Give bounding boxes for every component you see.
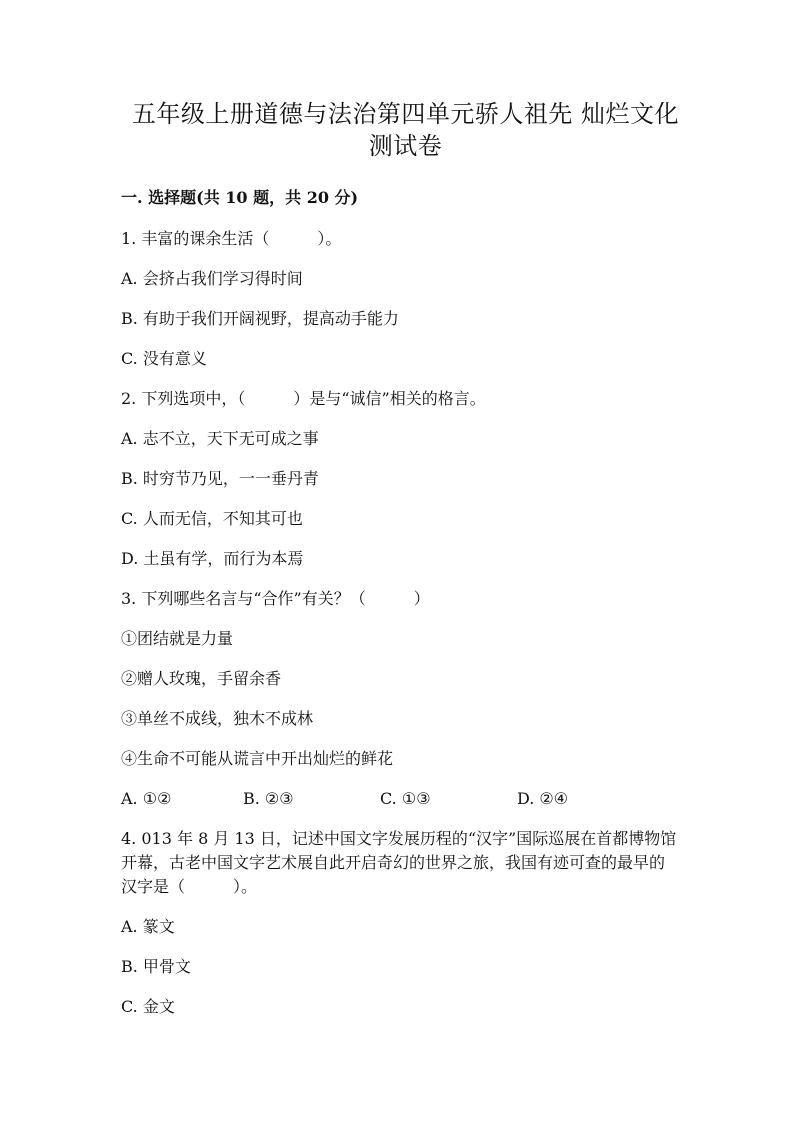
question-3-option-d: D. ②④: [517, 789, 569, 808]
question-2-option-a: A. 志不立，天下无可成之事: [121, 429, 319, 448]
question-1-option-b: B. 有助于我们开阔视野，提高动手能力: [121, 309, 399, 328]
question-3-stem: 3. 下列哪些名言与“合作”有关？（ ）: [121, 589, 430, 608]
question-2-option-d: D. 土虽有学，而行为本焉: [121, 549, 304, 568]
question-4-option-a: A. 篆文: [121, 917, 175, 936]
question-4-stem: [121, 827, 690, 899]
question-4-stem-line-1: 4. 013 年 8 月 13 日，记述中国文字发展历程的“汉字”国际巡展在首都博物馆: [121, 829, 677, 848]
question-2-option-c: C. 人而无信，不知其可也: [121, 509, 303, 528]
question-3-statement-2: ②赠人玫瑰，手留余香: [121, 669, 282, 688]
question-1-stem: 1. 丰富的课余生活（ ）。: [121, 229, 342, 248]
question-1-option-a: A. 会挤占我们学习得时间: [121, 269, 303, 288]
question-3-options: [121, 787, 690, 811]
question-3-statement-3: ③单丝不成线，独木不成林: [121, 709, 314, 728]
question-4-stem-line-3: 汉字是（ ）。: [121, 877, 258, 896]
question-3-statement-1: ①团结就是力量: [121, 629, 234, 648]
section-heading: 一. 选择题(共 10 题，共 20 分): [121, 188, 359, 207]
page-title: [121, 98, 690, 162]
question-4-option-b: B. 甲骨文: [121, 957, 191, 976]
question-3-statement-4: ④生命不可能从谎言中开出灿烂的鲜花: [121, 749, 394, 768]
question-4-stem-line-2: 开幕，古老中国文字艺术展自此开启奇幻的世界之旅，我国有迹可查的最早的: [121, 853, 666, 872]
title-line-2: 测试卷: [368, 132, 443, 160]
title-line-1: 五年级上册道德与法治第四单元骄人祖先 灿烂文化: [131, 100, 680, 128]
question-2-stem: 2. 下列选项中，（ ）是与“诚信”相关的格言。: [121, 389, 486, 408]
question-4-option-c: C. 金文: [121, 997, 175, 1016]
question-3-option-a: A. ①②: [121, 789, 172, 808]
question-2-option-b: B. 时穷节乃见，一一垂丹青: [121, 469, 319, 488]
question-1-option-c: C. 没有意义: [121, 349, 207, 368]
question-3-option-c: C. ①③: [380, 789, 431, 808]
question-3-option-b: B. ②③: [243, 789, 294, 808]
